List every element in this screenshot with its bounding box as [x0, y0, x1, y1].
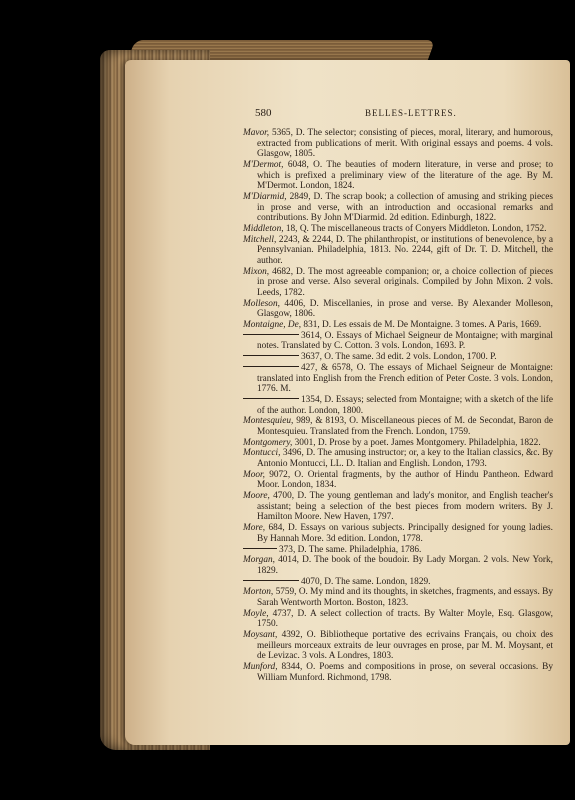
page-number: 580: [255, 107, 272, 119]
entry-author: Moore,: [243, 491, 270, 502]
catalog-entry: [243, 267, 553, 299]
catalog-entry: [243, 320, 553, 331]
entry-text: 4737, D. A select collection of tracts. By Walter Moyle, Esq. Glasgow, 1750.: [257, 608, 553, 630]
catalog-entry: [243, 609, 553, 630]
entry-text: 684, D. Essays on various subjects. Principally designed for young ladies. By Hannah More. 3d edition. London, 1778.: [257, 523, 553, 544]
entry-author: Mitchell,: [243, 234, 277, 245]
entry-author: Molleson,: [243, 298, 280, 309]
entry-author: M'Diarmid,: [243, 191, 287, 202]
entry-text: 2243, & 2244, D. The philanthropist, or institutions of benevolence, by a Pennsylvanian. Philadelphia, 1813. No. 2244, gift of Dr. T. D. Mitchell, the author.: [257, 234, 553, 266]
catalog-entry: [243, 352, 553, 363]
entry-text: 5365, D. The selector; consisting of pieces, moral, literary, and humorous, extracted from publications of merit. With original essays and poems. 4 vols. Glasgow, 1805.: [257, 128, 554, 160]
entry-author: Morgan,: [243, 555, 275, 566]
entry-text: 2849, D. The scrap book; a collection of amusing and striking pieces in prose and verse, with an introduction and occasional remarks and contributions. By John M'Diarmid. 2d edition. Edinburgh, 1822.: [257, 191, 553, 224]
ditto-rule: [243, 580, 299, 581]
catalog-entry: [243, 331, 553, 352]
entry-author: Montaigne, De,: [243, 320, 302, 330]
entry-text: 9072, O. Oriental fragments, by the author of Hindu Pantheon. Edward Moor. London, 1834.: [257, 469, 553, 491]
entry-author: Middleton,: [243, 223, 284, 234]
catalog-entry: [243, 448, 553, 469]
catalog-entry: [243, 577, 553, 588]
entry-author: Montesquieu,: [243, 416, 294, 427]
catalog-entry: [243, 555, 553, 576]
entry-text: 6048, O. The beauties of modern literature, in verse and prose; to which is prefixed a preliminary view of the literature of the age. By M. M'Dermot. London, 1824.: [257, 159, 553, 192]
ditto-rule: [243, 548, 277, 549]
catalog-entry: [243, 470, 553, 491]
entry-author: Montgomery,: [243, 437, 293, 448]
ditto-rule: [243, 398, 299, 399]
catalog-entry: [243, 662, 553, 683]
entry-author: Moor,: [243, 469, 265, 480]
catalog-entry: [243, 299, 553, 320]
catalog-entry: [243, 160, 553, 192]
catalog-entry: [243, 416, 553, 437]
entry-author: Morton,: [243, 587, 274, 598]
catalog-entry: [243, 128, 553, 160]
entry-text: 1354, D. Essays; selected from Montaigne; with a sketch of the life of the author. London, 1800.: [257, 394, 553, 416]
entry-text: 4406, D. Miscellanies, in prose and verse. By Alexander Molleson, Glasgow, 1806.: [257, 298, 554, 320]
catalog-entry: [243, 587, 553, 608]
entry-text: 4700, D. The young gentleman and lady's monitor, and English teacher's assistant; being a selection of the best pieces from modern writers. By J. Hamilton Moore. New Haven, 1797.: [257, 491, 553, 523]
catalog-entry: [243, 192, 553, 224]
entry-text: 3637, O. The same. 3d edit. 2 vols. London, 1700. P.: [301, 352, 497, 363]
entry-text: 831, D. Les essais de M. De Montaigne. 3 tomes. A Paris, 1669.: [303, 320, 542, 330]
entry-text: 18, Q. The miscellaneous tracts of Conyers Middleton. London, 1752.: [285, 223, 547, 234]
entry-text: 4682, D. The most agreeable companion; or, a choice collection of pieces in prose and verse. Also several originals. Compiled by John Mixon. 2 vols. Leeds, 1782.: [257, 266, 553, 298]
ditto-rule: [243, 355, 299, 356]
catalog-entry: [243, 630, 553, 662]
entry-text: 4014, D. The book of the boudoir. By Lady Morgan. 2 vols. New York, 1829.: [257, 555, 553, 576]
entry-author: Montucci,: [243, 448, 281, 459]
entry-text: 3496, D. The amusing instructor; or, a key to the Italian classics, &c. By Antonio Montucci, LL. D. Italian and English. London, 1793.: [257, 448, 554, 470]
entry-author: Munford,: [243, 662, 278, 673]
catalog-entry: [243, 438, 553, 449]
catalog-entry: [243, 235, 553, 267]
entry-text: 5759, O. My mind and its thoughts, in sketches, fragments, and essays. By Sarah Wentworth Morton. Boston, 1823.: [257, 587, 553, 609]
entry-text: 4392, O. Bibliotheque portative des ecrivains Français, ou choix des meilleurs morceaux extraits de leur ouvrages en prose, par M. M. Moysant, et de Levizac. 3 vols. A Londres, 1803.: [257, 630, 554, 662]
catalog-entry: [243, 545, 553, 556]
ditto-rule: [243, 366, 299, 367]
entry-text: 8344, O. Poems and compositions in prose, on several occasions. By William Munford. Richmond, 1798.: [257, 662, 553, 683]
page-header: [255, 107, 565, 121]
entry-author: M'Dermot,: [243, 159, 284, 170]
catalog-entry: [243, 395, 553, 416]
entry-author: Moysant,: [243, 630, 278, 641]
entry-text: 4070, D. The same. London, 1829.: [301, 576, 431, 587]
entry-author: Mavor,: [243, 128, 270, 138]
entry-author: Moyle,: [243, 608, 269, 619]
entry-text: 3001, D. Prose by a poet. James Montgomery. Philadelphia, 1822.: [294, 437, 541, 448]
catalog-entry: [243, 523, 553, 544]
catalog-entry: [243, 363, 553, 395]
entry-text: 989, & 8193, O. Miscellaneous pieces of M. de Secondat, Baron de Montesquieu. Translated from the French. London, 1759.: [257, 416, 553, 437]
ditto-rule: [243, 334, 299, 335]
entry-text: 373, D. The same. Philadelphia, 1786.: [279, 544, 422, 555]
catalog-entry: [243, 224, 553, 235]
entry-author: More,: [243, 523, 266, 534]
catalog-entry: [243, 491, 553, 523]
entry-text: 3614, O. Essays of Michael Seigneur de Montaigne; with marginal notes. Translated by C. Cotton. 3 vols. London, 1693. P.: [257, 330, 553, 352]
running-head: BELLES-LETTRES.: [365, 108, 457, 118]
entry-text: 427, & 6578, O. The essays of Michael Seigneur de Montaigne: translated into English from the French edition of Peter Coste. 3 vols. London, 1776. M.: [257, 362, 553, 395]
catalog-entries: [243, 128, 553, 684]
entry-author: Mixon,: [243, 266, 270, 277]
